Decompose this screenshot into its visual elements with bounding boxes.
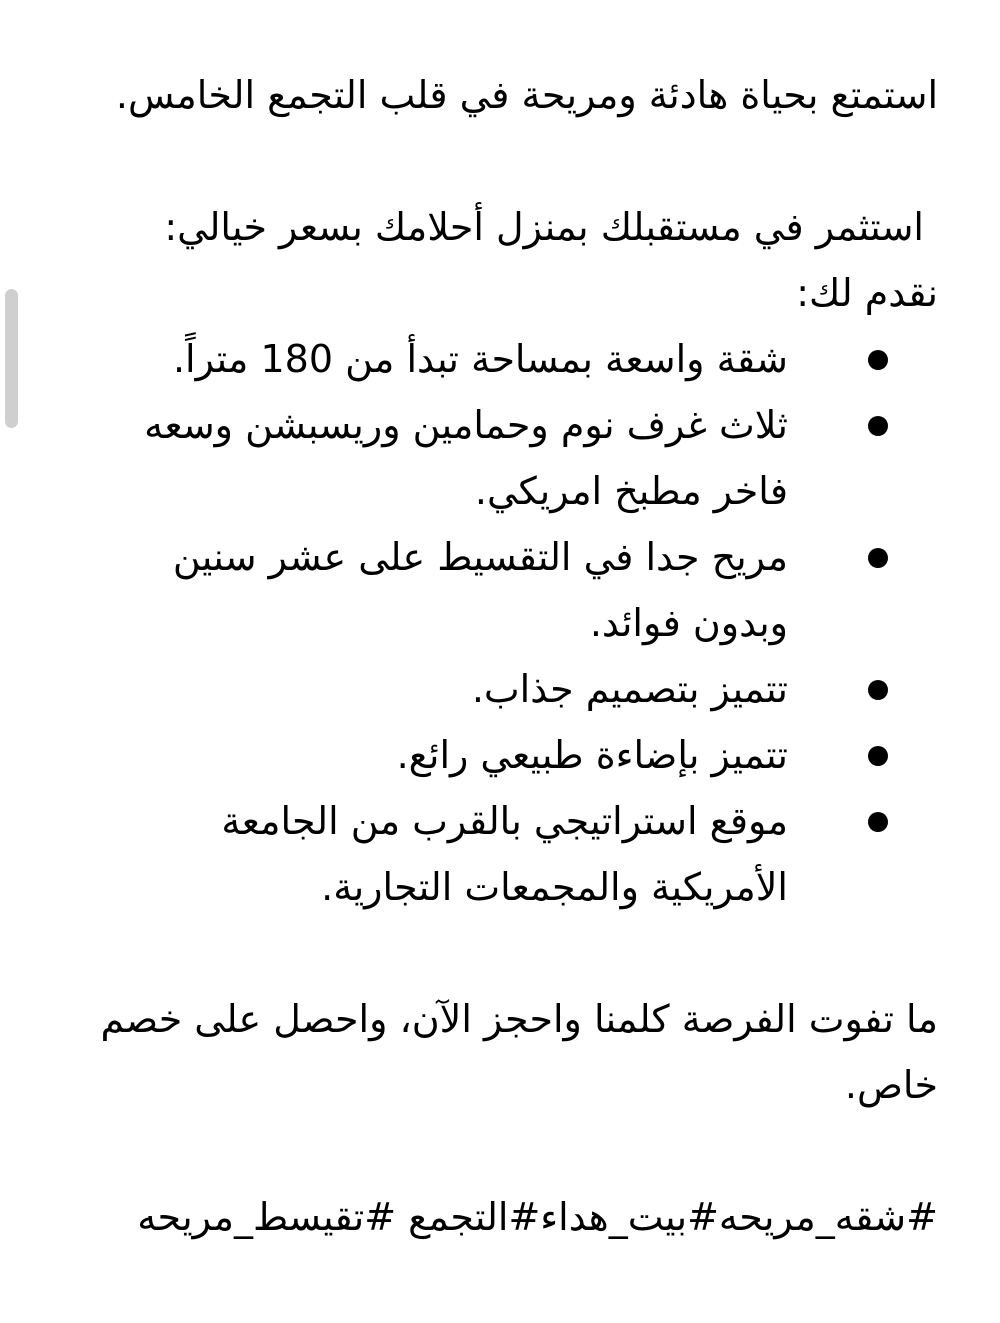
scrollbar[interactable]: [5, 289, 18, 428]
post-text: [90, 62, 938, 1250]
hashtags: #شقه_مريحه#بيت_هداء#التجمع #تقيسط_مريحه: [137, 1195, 938, 1239]
bullet-dot-icon: [868, 746, 888, 766]
bullet-dot-icon: [868, 680, 888, 700]
offer-label: نقدم لك:: [796, 271, 938, 315]
bullet-dot-icon: [868, 416, 888, 436]
invest-text: استثمر في مستقبلك بمنزل أحلامك بسعر خيالي:: [164, 205, 924, 249]
feature-list: [90, 326, 938, 920]
feature-text: شقة واسعة بمساحة تبدأ من 180 متراً.: [172, 337, 788, 381]
feature-item: [90, 656, 788, 722]
feature-item: [90, 326, 788, 392]
bullet-dot-icon: [868, 548, 888, 568]
feature-text: ثلاث غرف نوم وحمامين وريسبشن وسعه فاخر مطبخ امريكي.: [144, 403, 788, 513]
feature-item: [90, 392, 788, 524]
bullet-dot-icon: [868, 812, 888, 832]
feature-text: موقع استراتيجي بالقرب من الجامعة الأمريكية والمجمعات التجارية.: [221, 799, 788, 909]
cta-text: ما تفوت الفرصة كلمنا واحجز الآن، واحصل على خصم خاص.: [100, 997, 938, 1107]
feature-item: [90, 524, 788, 656]
feature-text: مريح جدا في التقسيط على عشر سنين وبدون فوائد.: [172, 535, 788, 645]
feature-text: تتميز بتصميم جذاب.: [471, 667, 788, 711]
bullet-dot-icon: [868, 350, 888, 370]
feature-text: تتميز بإضاءة طبيعي رائع.: [396, 733, 788, 777]
intro-text: استمتع بحياة هادئة ومريحة في قلب التجمع الخامس.: [115, 73, 938, 117]
feature-item: [90, 788, 788, 920]
feature-item: [90, 722, 788, 788]
